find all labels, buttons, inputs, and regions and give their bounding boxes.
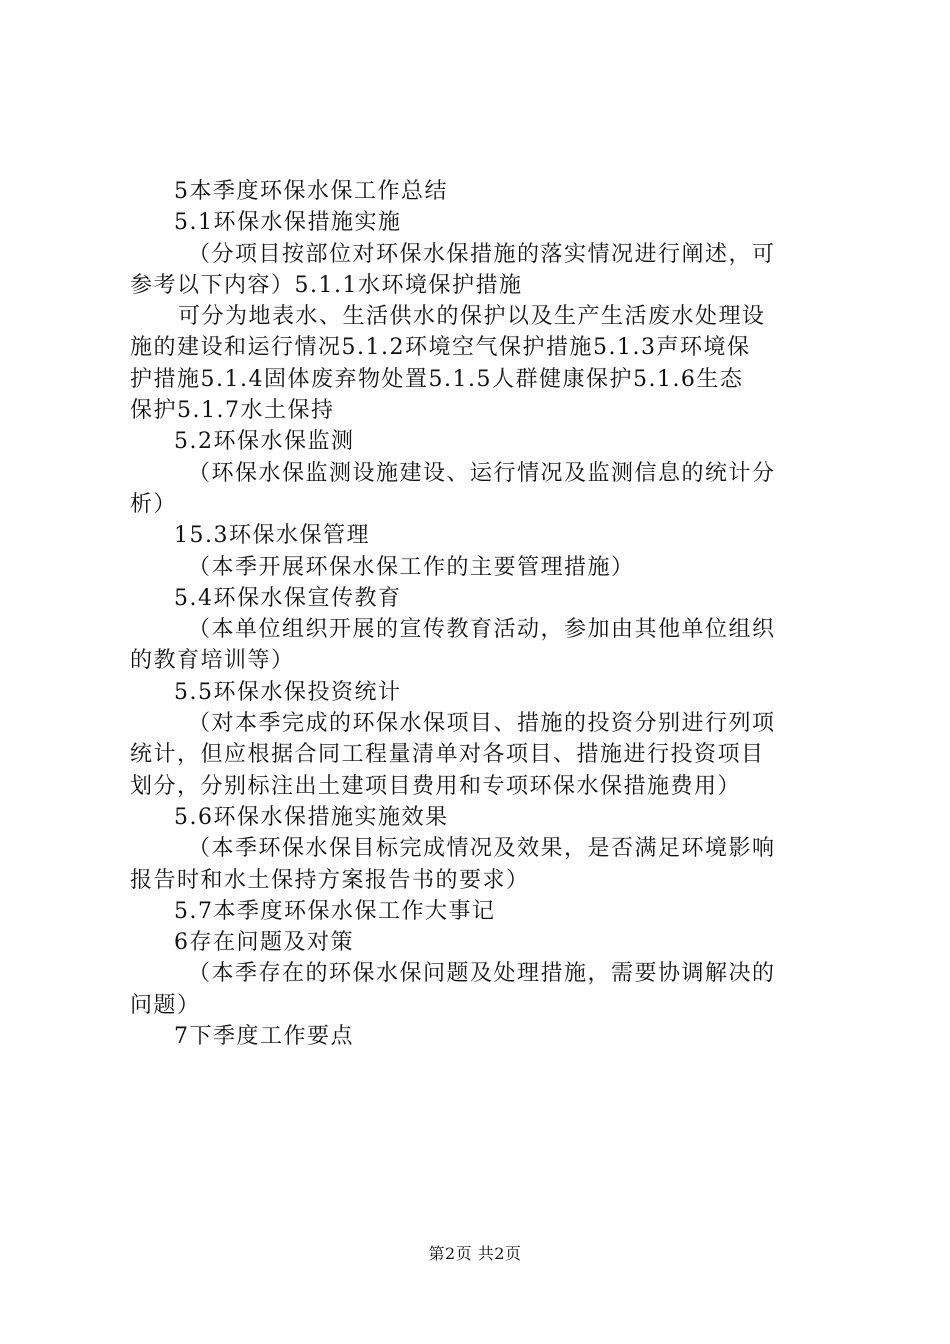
paragraph-line: （本季开展环保水保工作的主要管理措施） — [188, 554, 635, 580]
paragraph-line: （对本季完成的环保水保项目、措施的投资分别进行列项 — [188, 711, 776, 737]
section-heading: 5.1环保水保措施实施 — [174, 210, 402, 236]
document-body — [130, 176, 830, 1052]
paragraph-line: 问题） — [130, 992, 201, 1018]
paragraph-line: （本季存在的环保水保问题及处理措施，需要协调解决的 — [188, 961, 776, 987]
paragraph-line: 护措施5.1.4固体废弃物处置5.1.5人群健康保护5.1.6生态 — [130, 366, 744, 392]
paragraph-line: 统计，但应根据合同工程量清单对各项目、措施进行投资项目 — [130, 742, 765, 768]
paragraph-line: 施的建设和运行情况5.1.2环境空气保护措施5.1.3声环境保 — [130, 335, 751, 361]
section-heading: 6存在问题及对策 — [174, 930, 354, 956]
paragraph-line: （环保水保监测设施建设、运行情况及监测信息的统计分 — [188, 460, 776, 486]
paragraph-line: 参考以下内容）5.1.1水环境保护措施 — [130, 272, 523, 298]
paragraph-line: （本单位组织开展的宣传教育活动，参加由其他单位组织 — [188, 617, 776, 643]
paragraph-line: 可分为地表水、生活供水的保护以及生产生活废水处理设 — [178, 304, 766, 330]
paragraph-line: （分项目按部位对环保水保措施的落实情况进行阐述，可 — [188, 241, 776, 267]
section-heading: 5本季度环保水保工作总结 — [174, 179, 448, 204]
section-heading: 5.7本季度环保水保工作大事记 — [174, 898, 496, 924]
paragraph-line: 析） — [130, 491, 178, 517]
paragraph-line: 报告时和水土保持方案报告书的要求） — [130, 867, 530, 893]
section-heading: 5.5环保水保投资统计 — [174, 679, 402, 705]
paragraph-line: 划分，分别标注出土建项目费用和专项环保水保措施费用） — [130, 773, 742, 799]
section-heading: 5.4环保水保宣传教育 — [174, 585, 402, 611]
paragraph-line: （本季环保水保目标完成情况及效果，是否满足环境影响 — [188, 836, 776, 862]
page-number-footer: 第2页 共2页 — [428, 1244, 522, 1263]
paragraph-line: 的教育培训等） — [130, 648, 295, 674]
section-heading: 5.2环保水保监测 — [174, 429, 355, 455]
section-heading: 15.3环保水保管理 — [174, 523, 370, 549]
section-heading: 5.6环保水保措施实施效果 — [174, 804, 449, 830]
section-heading: 7下季度工作要点 — [174, 1024, 354, 1050]
paragraph-line: 保护5.1.7水土保持 — [130, 398, 335, 424]
